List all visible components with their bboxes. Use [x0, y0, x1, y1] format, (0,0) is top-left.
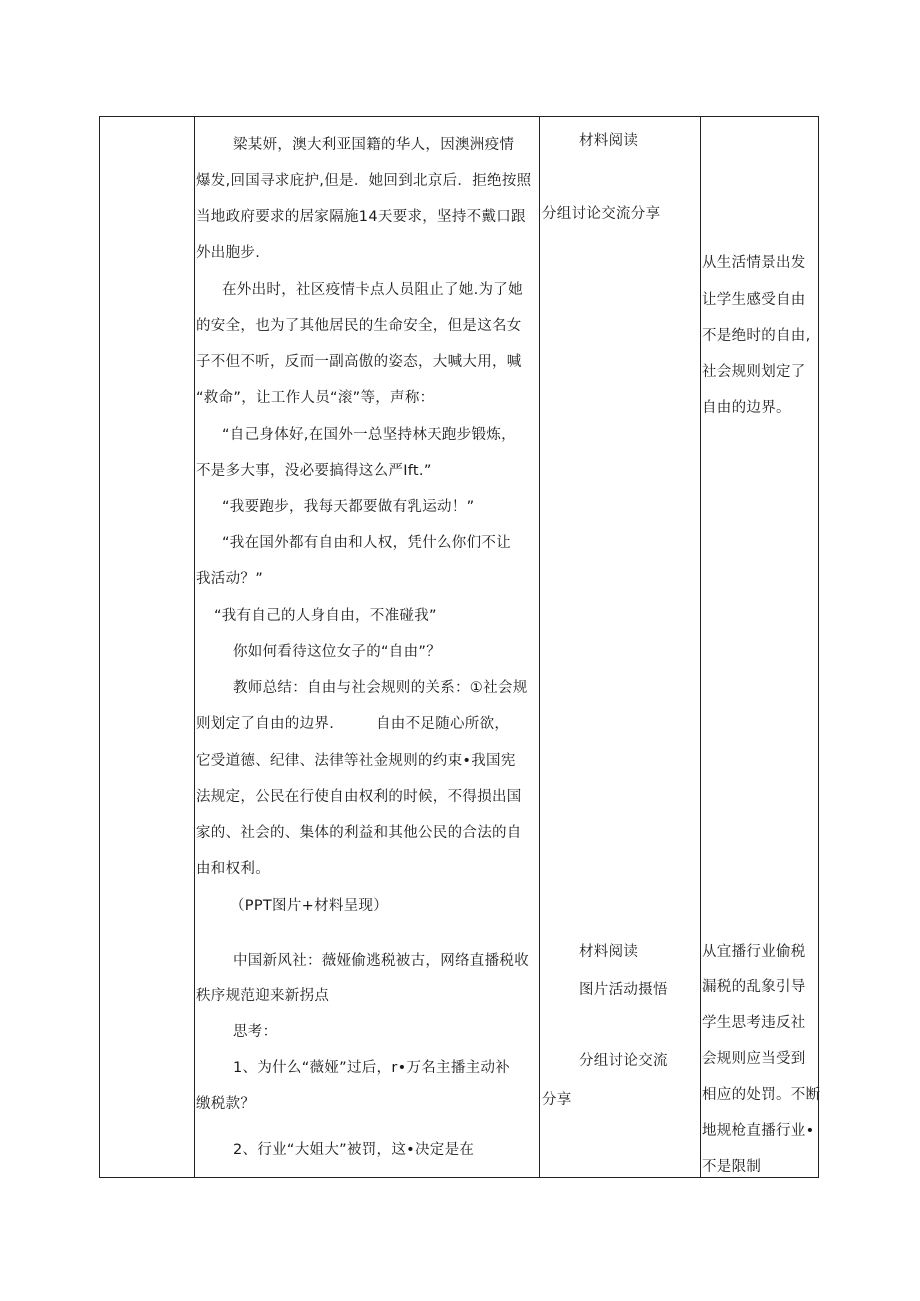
summary-line: 法规定，公民在行使自由权利的时候，不得损出国	[196, 789, 522, 805]
thinking-heading: 思考：	[233, 1024, 278, 1040]
quote-line: 不是多大事，没必要搞得这么严Ift.”	[196, 463, 432, 479]
activity-item: 材料阅读	[579, 133, 639, 149]
purpose-line: 学生思考违反社	[702, 1015, 806, 1031]
question-line: 1、为什么“薇娅”过后，r•万名主播主动补	[233, 1060, 511, 1076]
quote-line: “我在国外都有自由和人权，凭什么你们不让	[222, 535, 512, 551]
summary-line: 教师总结：自由与社会规则的关系：①社会规	[233, 680, 528, 696]
purpose-line: 从宜播行业偷税	[702, 944, 806, 960]
summary-line: 自由不足随心所欲，	[376, 716, 510, 732]
purpose-line: 不是限制	[702, 1159, 762, 1175]
purpose-line: 从生活情景出发	[702, 255, 806, 271]
purpose-line: 会规则应当受到	[702, 1051, 806, 1067]
quote-line: “自己身体好,在国外一总坚持林天跑步锻炼，	[222, 427, 516, 443]
activity-item: 分组讨论交流	[579, 1053, 668, 1069]
purpose-line: 相应的处罚。不断	[702, 1087, 821, 1103]
summary-line: 它受道德、纪律、法律等社金规则的约束•我国宪	[196, 753, 516, 769]
paragraph-line: 外出胞步.	[196, 245, 261, 261]
question-line: 2、行业“大姐大”被罚，这•决定是在	[233, 1142, 475, 1158]
quote-line: 我活动？”	[196, 571, 264, 587]
paragraph-line: 中国新风社：薇娅偷逃税被古，网络直播税收	[233, 953, 529, 969]
quote-line: “我有自己的人身自由，不准碰我”	[214, 608, 437, 624]
paragraph-line: 爆发,回国寻求庇护,但是．她回到北京后．拒绝按照	[196, 173, 532, 189]
purpose-line: 自由的边界。	[702, 400, 791, 416]
paragraph-line: 子不但不听，反而一副高傲的姿态，大喊大用，喊	[196, 354, 522, 370]
activity-item: 图片活动摄悟	[579, 982, 668, 998]
question-line: 缴税款？	[196, 1096, 256, 1112]
summary-line: 由和权利。	[196, 861, 270, 877]
paragraph-line: 秩序规范迎来新拐点	[196, 988, 330, 1004]
paragraph-line: “救命”，让工作人员“滚”等，声称：	[196, 390, 435, 406]
purpose-line: 漏税的乱象引导	[702, 979, 806, 995]
paragraph-line: 当地政府要求的居家隔施14天要求，坚持不戴口跟	[196, 209, 526, 225]
purpose-line: 社会规则划定了	[702, 364, 806, 380]
activity-item: 分组讨论交流分享	[542, 206, 661, 222]
purpose-line: 让学生感受自由	[702, 292, 806, 308]
question-line: 你如何看待这位女子的“自由”？	[233, 644, 442, 660]
paragraph-line: 梁某妍，澳大利亚国籍的华人，因澳洲疫情	[233, 137, 515, 153]
activity-item: 材料阅读	[579, 944, 639, 960]
activity-item: 分享	[542, 1092, 572, 1108]
column-divider	[539, 117, 540, 1177]
summary-line: 家的、社会的、集体的利益和其他公民的合法的自	[196, 825, 522, 841]
summary-line: 则划定了自由的边界.	[196, 716, 335, 732]
paragraph-line: 的安全，也为了其他居民的生命安全，但是这名女	[196, 318, 522, 334]
quote-line: “我要跑步，我每天都要做有乳运动！”	[222, 499, 475, 515]
presentation-note: （PPT图片+材料呈现）	[230, 898, 389, 914]
paragraph-line: 在外出时，社区疫情卡点人员阻止了她.为了她	[222, 282, 523, 298]
column-divider	[700, 117, 701, 1177]
column-divider	[194, 117, 195, 1177]
purpose-line: 地规枪直播行业•	[702, 1123, 815, 1139]
purpose-line: 不是绝时的自由,	[702, 328, 811, 344]
